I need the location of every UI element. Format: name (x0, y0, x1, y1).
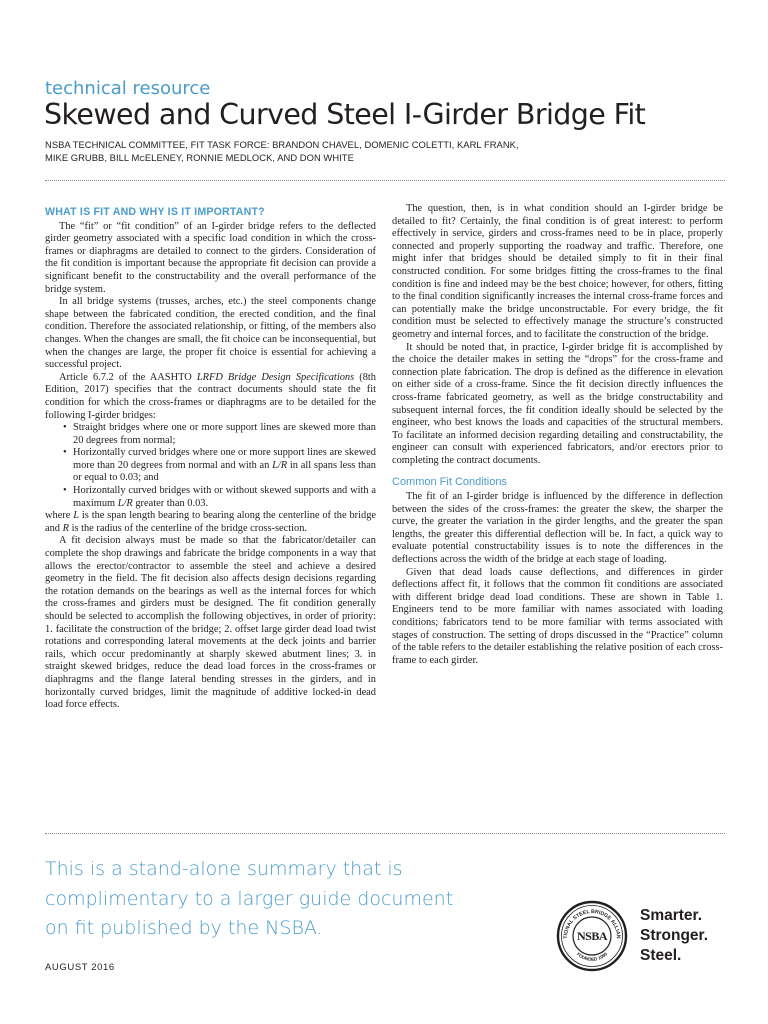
paragraph (45, 510, 376, 535)
top-divider (45, 180, 725, 181)
text: is the span length bearing to bearing along the centerline of the bridge and (45, 510, 376, 534)
authors-text: ELENEY, RONNIE MEDLOCK, AND DON WHITE (144, 152, 354, 163)
publication-date: AUGUST 2016 (45, 962, 115, 973)
italic-title: LRFD Bridge Design Specifications (196, 371, 355, 383)
nsba-seal-logo (556, 900, 628, 972)
authors-small-cap: C (139, 154, 145, 163)
variable: R (62, 522, 69, 534)
list-item (63, 447, 376, 485)
tagline-line: Steel. (640, 947, 682, 964)
paragraph: A fit decision always must be made so that the fabricator/detailer can complete the shop drawings and fabricate the bridge components in a way that allows the erector/contractor to assemble the steel and achieve a desired geometry in the field. The fit decision also affects design decisions regarding the rotation demands on the bearings as well as the internal forces for which the cross-frames and girders must be designed. The fit condition generally should be selected to accomplish the following objectives, in order of priority: 1. facilitate the construction of the bridge; 2. offset large girder dead load twist rotations and corresponding lateral movements at the deck joints and barrier rails, which occur predominantly at sharply skewed abutment lines; 3. in straight skewed bridges, reduce the dead load forces in the cross-frames or diaphragms and the flange lateral bending stresses in the girders, and in horizontally curved bridges, limit the magnitude of additive locked-in dead load force effects. (45, 535, 376, 711)
right-column (392, 203, 723, 667)
text: in all spans less than or equal to 0.03; and (73, 459, 376, 484)
tagline (640, 906, 708, 966)
tagline-line: Stronger. (640, 927, 709, 944)
authors-text: MIKE GRUBB, BILL M (45, 152, 140, 163)
variable: L/R (272, 459, 288, 471)
list-item: • Straight bridges where one or more support lines are skewed more than 20 degrees from normal; (63, 422, 376, 447)
variable: L/R (117, 497, 133, 509)
paragraph: The fit of an I-girder bridge is influenced by the difference in deflection between the sides of the cross-frames: the greater the skew, the sharper the curve, the greater the variation in the girder lengths, and the greater the span lengths, the greater this differential deflection will be. In fact, a quick way to evaluate potential constructability issues is to note the differences in the deflections across the width of the bridge at each stage of loading. (392, 491, 723, 566)
paragraph: The “fit” or “fit condition” of an I-girder bridge refers to the deflected girder geometry associated with a specific load condition in which the cross-frames or diaphragms are detailed to connect to the girders. Consideration of the fit condition is important because the appropriate fit decision can provide a significant benefit to the constructability and the overall performance of the bridge system. (45, 220, 376, 295)
tagline-line: Smarter. (640, 907, 703, 924)
seal-letters: NSBA (576, 929, 608, 943)
seal-founded-text: FOUNDED 1995 (575, 951, 609, 962)
list-item (63, 485, 376, 510)
paragraph: The question, then, is in what condition should an I-girder bridge be detailed to fit? Certainly, the final condition is of great interest: to perform effectively in service, girders and cross-frames need to be in place, properly connected and properly supporting the roadway and traffic. Therefore, one might infer that bridges should be detailed simply to fit in their final constructed condition. For some bridges fitting the cross-frames to the final condition is fine and indeed may be the best choice; however, for others, fitting to the final condition significantly increases the internal cross-frame forces and can potentially make the bridge unconstructable. For every bridge, the fit condition must be selected to effectively manage the structure’s constructed geometry and internal forces, and to facilitate the construction of the bridge. (392, 203, 723, 340)
paragraph: Given that dead loads cause deflections, and differences in girder deflections affect fit, it follows that the common fit conditions are associated with different bridge dead load conditions. These are shown in Table 1. Engineers tend to be more familiar with names associated with loading conditions; fabricators tend to be more familiar with terms associated with stages of construction. The setting of drops discussed in the “Practice” column of the table refers to the detailer establishing the relative position of each cross-frame to each girder. (392, 566, 723, 666)
page-title: Skewed and Curved Steel I-Girder Bridge Fit (44, 98, 646, 131)
subsection-heading: Common Fit Conditions (392, 476, 507, 489)
paragraph (45, 372, 376, 422)
authors-line-2 (45, 151, 605, 165)
summary-callout: This is a stand-alone summary that is complimentary to a larger guide document on fit published by the NSBA. (45, 858, 454, 939)
text: is the radius of the centerline of the bridge cross-section. (68, 522, 308, 534)
paragraph: It should be noted that, in practice, I-girder bridge fit is accomplished by the choice the detailer makes in setting the “drops” for the cross-frame and connection plate fabrication. The drop is defined as the difference in elevation on either side of a cross-frame. Since the fit decision directly influences the cross-frame fabricated geometry, as well as the bridge constructability and subsequent internal forces, the fit condition ideally should be selected by the engineer, who best knows the loads and capacities of the structural members. To facilitate an informed decision regarding detailing and constructability, the engineer can consult with experienced fabricators, and/or erectors prior to completing the contract documents. (392, 341, 723, 466)
section-heading: WHAT IS FIT AND WHY IS IT IMPORTANT? (45, 206, 265, 218)
paragraph: In all bridge systems (trusses, arches, etc.) the steel components change shape between the fabricated condition, the erected condition, and the final condition. Therefore the associated relationship, or fitting, of the members also changes. When the changes are small, the fit choice can be inconsequential, but when the changes are large, the proper fit choice is essential for achieving a successful project. (45, 296, 376, 371)
authors-line-1: NSBA TECHNICAL COMMITTEE, FIT TASK FORCE: BRANDON CHAVEL, DOMENIC COLETTI, KARL FRANK, (45, 139, 519, 150)
text: Horizontally curved bridges where one or more support lines are skewed more than 20 degrees from normal and with an (73, 447, 376, 471)
kicker: technical resource (45, 78, 211, 99)
text: Horizontally curved bridges with or without skewed supports and with a maximum (73, 485, 376, 509)
text: where (45, 510, 74, 522)
text: (8th Edition, 2017) specifies that the contract documents should state the fit condition for which the cross-frames or diaphragms are to be detailed for the following I-girder bridges: (45, 371, 376, 421)
bullet-list (45, 422, 376, 510)
left-column (45, 203, 376, 712)
text: Article 6.7.2 of the AASHTO (59, 371, 197, 383)
variable: L (73, 510, 80, 522)
text: greater than 0.03. (132, 497, 209, 509)
authors (45, 138, 605, 165)
seal-ring-text: TIONAL STEEL BRIDGE ALLIAN (562, 908, 622, 939)
bottom-divider (45, 833, 725, 834)
